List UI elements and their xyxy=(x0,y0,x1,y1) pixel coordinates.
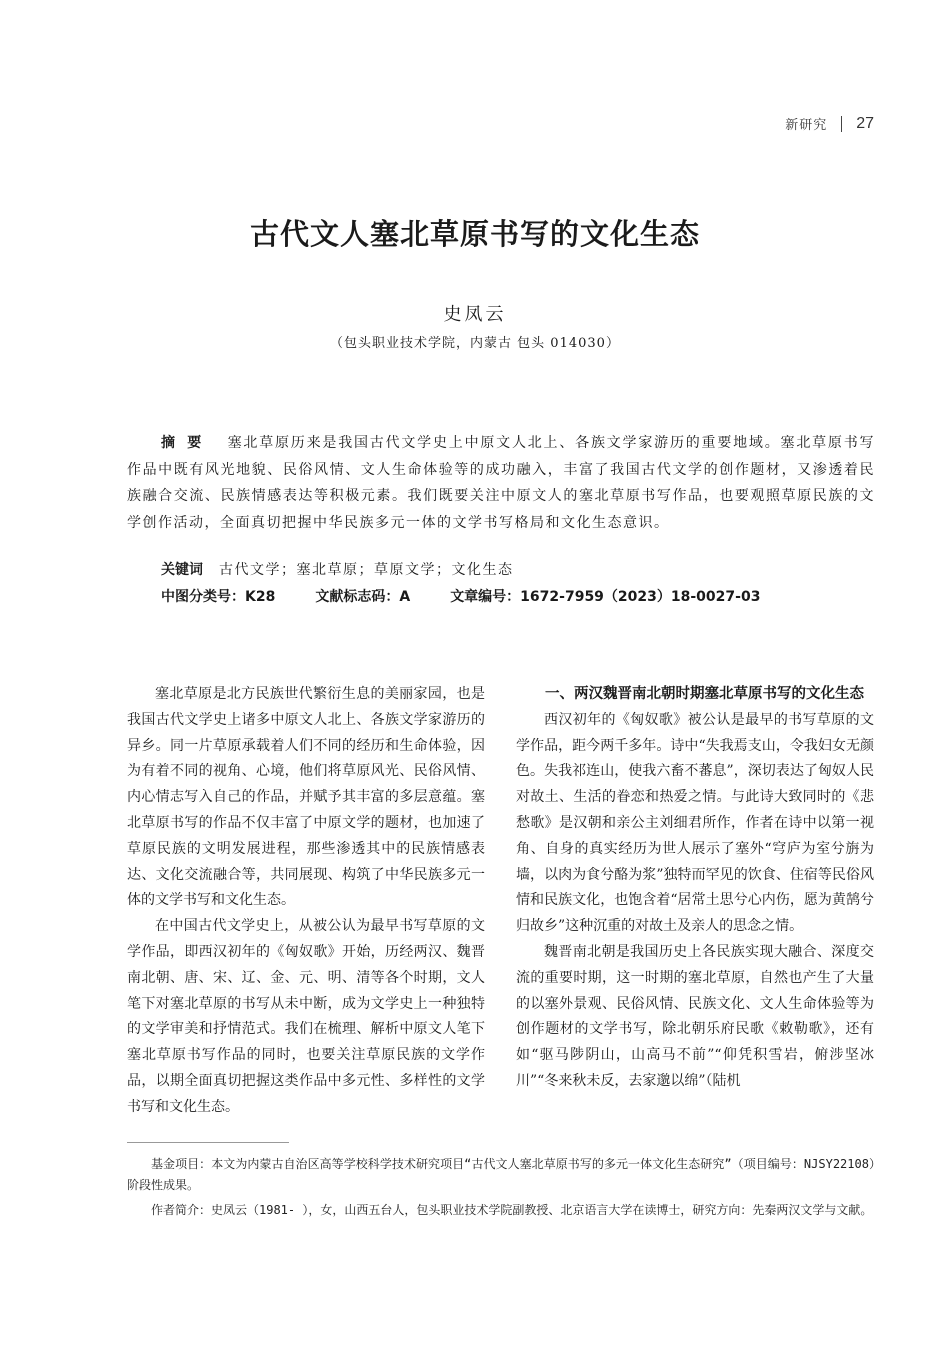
document-code: 文献标志码：A xyxy=(315,589,411,605)
footnote-divider xyxy=(127,1142,289,1143)
footnotes xyxy=(127,1154,875,1225)
journal-section-label: 新研究 xyxy=(785,118,828,133)
footnote-author-bio: 作者简介：史凤云（1981- ），女，山西五台人，包头职业技术学院副教授、北京语言大学在读博士，研究方向：先秦两汉文学与文献。 xyxy=(151,1203,873,1217)
body-paragraph: 西汉初年的《匈奴歌》被公认是最早的书写草原的文学作品，距今两千多年。诗中“失我焉支山，令我妇女无颜色。失我祁连山，使我六畜不蕃息”，深切表达了匈奴人民对故土、生活的眷恋和热爱之情。与此诗大致同时的《悲愁歌》是汉朝和亲公主刘细君所作，作者在诗中以第一视角、自身的真实经历为世人展示了塞外“穹庐为室兮旃为墙，以肉为食兮酪为浆”独特而罕见的饮食、住宿等民俗风情和民族文化，也饱含着“居常土思兮心内伤，愿为黄鹄兮归故乡”这种沉重的对故土及亲人的思念之情。 xyxy=(516,711,874,935)
body-column-right xyxy=(516,682,874,1095)
clc-number: 中图分类号：K28 xyxy=(161,589,276,605)
classification-line xyxy=(161,586,800,606)
keywords xyxy=(161,559,514,579)
keywords-text: 古代文学；塞北草原；草原文学；文化生态 xyxy=(219,562,514,578)
body-paragraph: 在中国古代文学史上，从被公认为最早书写草原的文学作品，即西汉初年的《匈奴歌》开始，历经两汉、魏晋南北朝、唐、宋、辽、金、元、明、清等各个时期，文人笔下对塞北草原的书写从未中断，成为文学史上一种独特的文学审美和抒情范式。我们在梳理、解析中原文人笔下塞北草原书写作品的同时，也要关注草原民族的文学作品，以期全面真切把握这类作品中多元性、多样性的文学书写和文化生态。 xyxy=(127,918,485,1115)
author-affiliation: （包头职业技术学院，内蒙古 包头 014030） xyxy=(330,336,620,351)
page-number: 27 xyxy=(856,114,874,132)
body-column-left xyxy=(127,682,485,1121)
header-divider xyxy=(841,116,842,132)
abstract-text: 塞北草原历来是我国古代文学史上中原文人北上、各族文学家游历的重要地域。塞北草原书写作品中既有风光地貌、民俗风情、文人生命体验等的成功融入，丰富了我国古代文学的创作题材，又渗透着民族融合交流、民族情感表达等积极元素。我们既要关注中原文人的塞北草原书写作品，也要观照草原民族的文学创作活动，全面真切把握中华民族多元一体的文学书写格局和文化生态意识。 xyxy=(127,435,876,531)
body-paragraph: 魏晋南北朝是我国历史上各民族实现大融合、深度交流的重要时期，这一时期的塞北草原，自然也产生了大量的以塞外景观、民俗风情、民族文化、文人生命体验等为创作题材的文学书写，除北朝乐府民歌《敕勒歌》，还有如“驱马陟阴山，山高马不前”“仰凭积雪岩，俯涉坚冰川”“冬来秋未反，去家邈以绵”（陆机 xyxy=(516,943,874,1089)
article-number: 文章编号：1672-7959（2023）18-0027-03 xyxy=(450,589,761,605)
abstract-label: 摘要 xyxy=(161,435,214,451)
article-title: 古代文人塞北草原书写的文化生态 xyxy=(249,217,700,251)
author-name: 史凤云 xyxy=(443,304,507,325)
section-heading: 一、两汉魏晋南北朝时期塞北草原书写的文化生态 xyxy=(545,686,864,702)
keywords-label: 关键词 xyxy=(161,562,203,578)
running-head xyxy=(785,114,874,133)
footnote-funding: 基金项目：本文为内蒙古自治区高等学校科学技术研究项目“古代文人塞北草原书写的多元一体文化生态研究”（项目编号：NJSY22108）阶段性成果。 xyxy=(127,1157,875,1192)
abstract xyxy=(127,430,875,536)
body-paragraph: 塞北草原是北方民族世代繁衍生息的美丽家园，也是我国古代文学史上诸多中原文人北上、各族文学家游历的异乡。同一片草原承载着人们不同的经历和生命体验，因为有着不同的视角、心境，他们将草原风光、民俗风情、内心情志写入自己的作品，并赋予其丰富的多层意蕴。塞北草原书写的作品不仅丰富了中原文学的题材，也加速了草原民族的文明发展进程，那些渗透其中的民族情感表达、文化交流融合等，共同展现、构筑了中华民族多元一体的文学书写和文化生态。 xyxy=(127,686,485,909)
